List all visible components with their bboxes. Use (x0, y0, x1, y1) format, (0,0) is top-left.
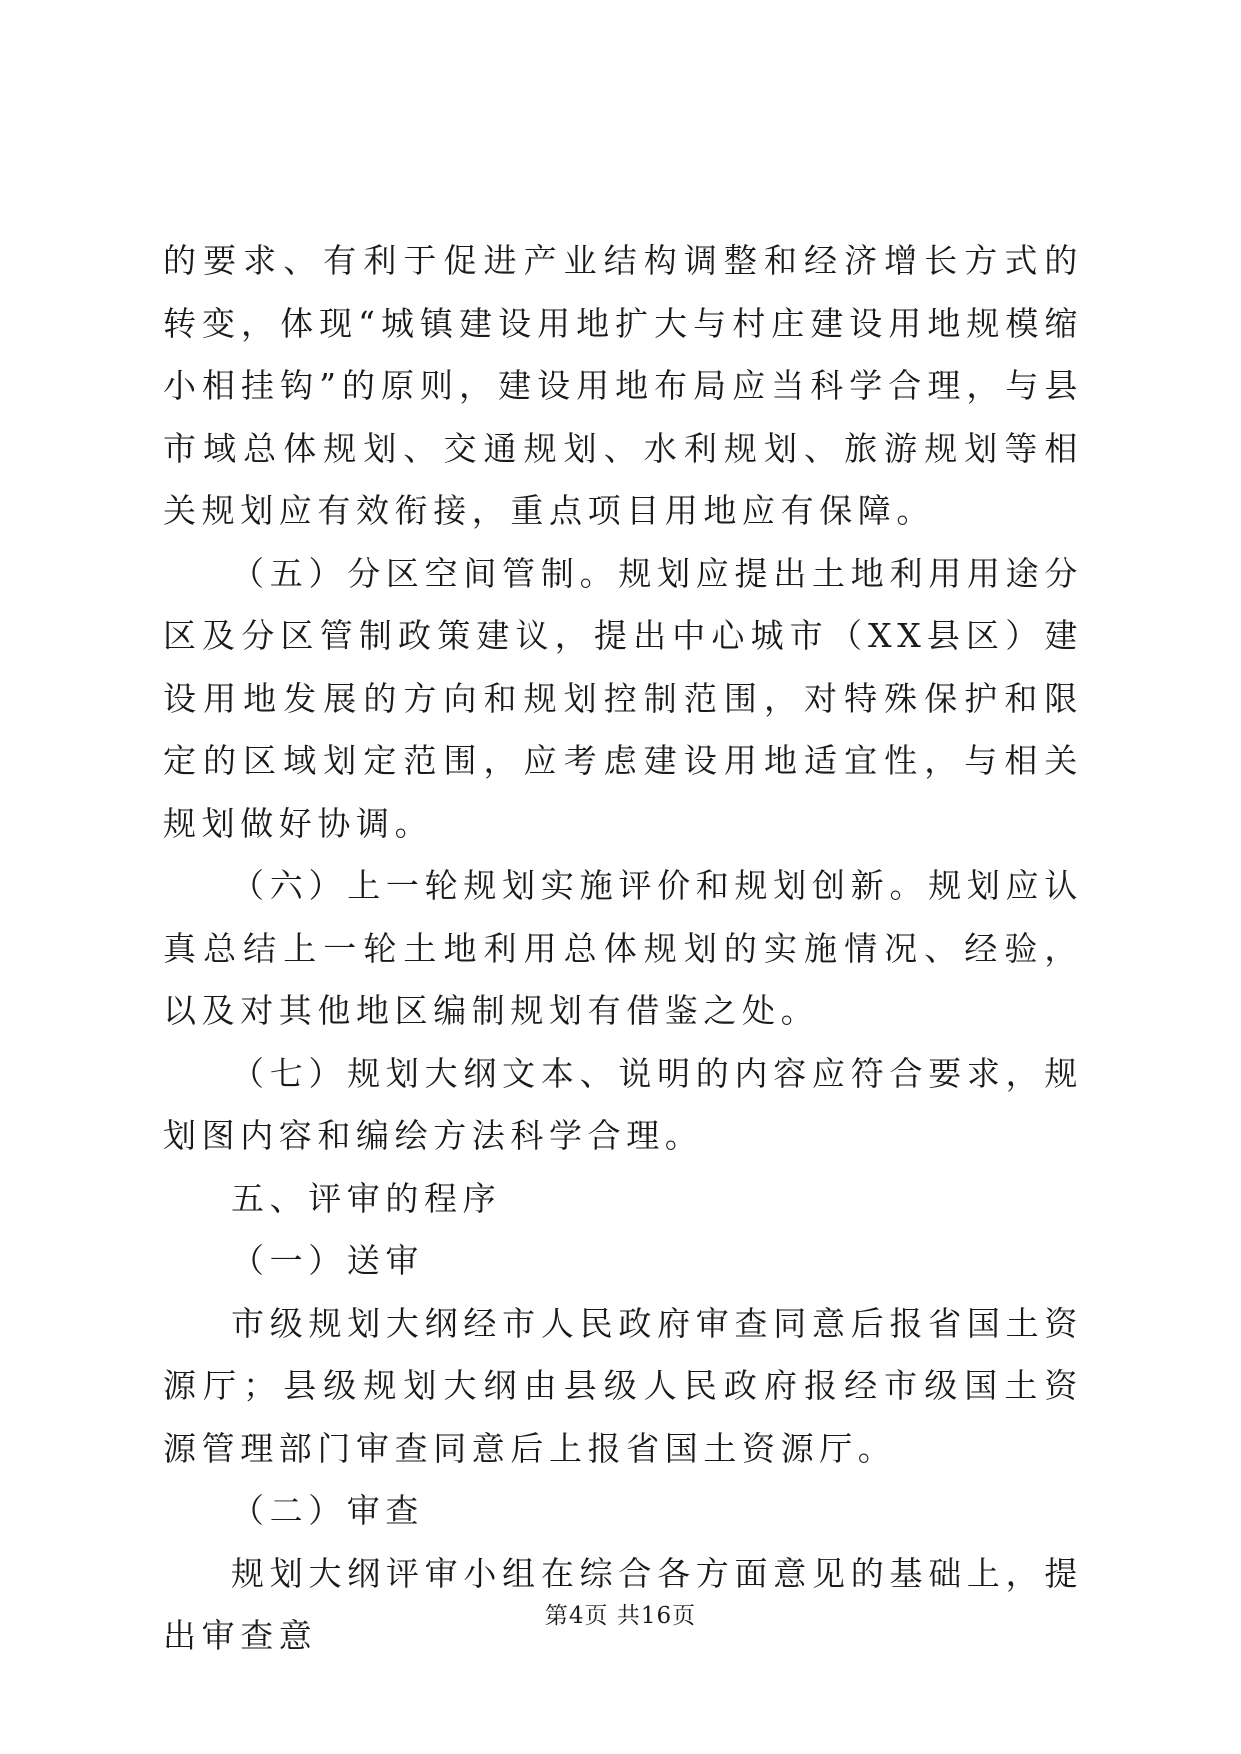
page-number-footer: 第4页 共16页 (544, 1603, 697, 1629)
subheading-examination: （二）审查 (231, 1491, 424, 1530)
paragraph-outline-content: （七）规划大纲文本、说明的内容应符合要求，规划图内容和编绘方法科学合理。 (163, 1053, 1083, 1155)
paragraph-submission: 市级规划大纲经市人民政府审查同意后报省国土资源厅；县级规划大纲由县级人民政府报经市级国土资源管理部门审查同意后上报省国土资源厅。 (163, 1303, 1083, 1468)
paragraph-zoning-control: （五）分区空间管制。规划应提出土地利用用途分区及分区管制政策建议，提出中心城市（XX县区）建设用地发展的方向和规划控制范围，对特殊保护和限定的区域划定范围，应考虑建设用地适宜性，与相关规划做好协调。 (163, 553, 1083, 843)
paragraph-examination: 规划大纲评审小组在综合各方面意见的基础上，提出审查意 (163, 1553, 1083, 1655)
paragraph-previous-plan-evaluation: （六）上一轮规划实施评价和规划创新。规划应认真总结上一轮土地利用总体规划的实施情况、经验，以及对其他地区编制规划有借鉴之处。 (163, 866, 1083, 1030)
paragraph-continuation: 的要求、有利于促进产业结构调整和经济增长方式的转变，体现“城镇建设用地扩大与村庄建设用地规模缩小相挂钩”的原则，建设用地布局应当科学合理，与县市域总体规划、交通规划、水利规划、旅游规划等相关规划应有效衔接，重点项目用地应有保障。 (163, 241, 1083, 530)
document-body (163, 230, 1083, 1668)
subheading-submission: （一）送审 (231, 1241, 424, 1280)
section-heading-review-procedure: 五、评审的程序 (231, 1178, 502, 1218)
